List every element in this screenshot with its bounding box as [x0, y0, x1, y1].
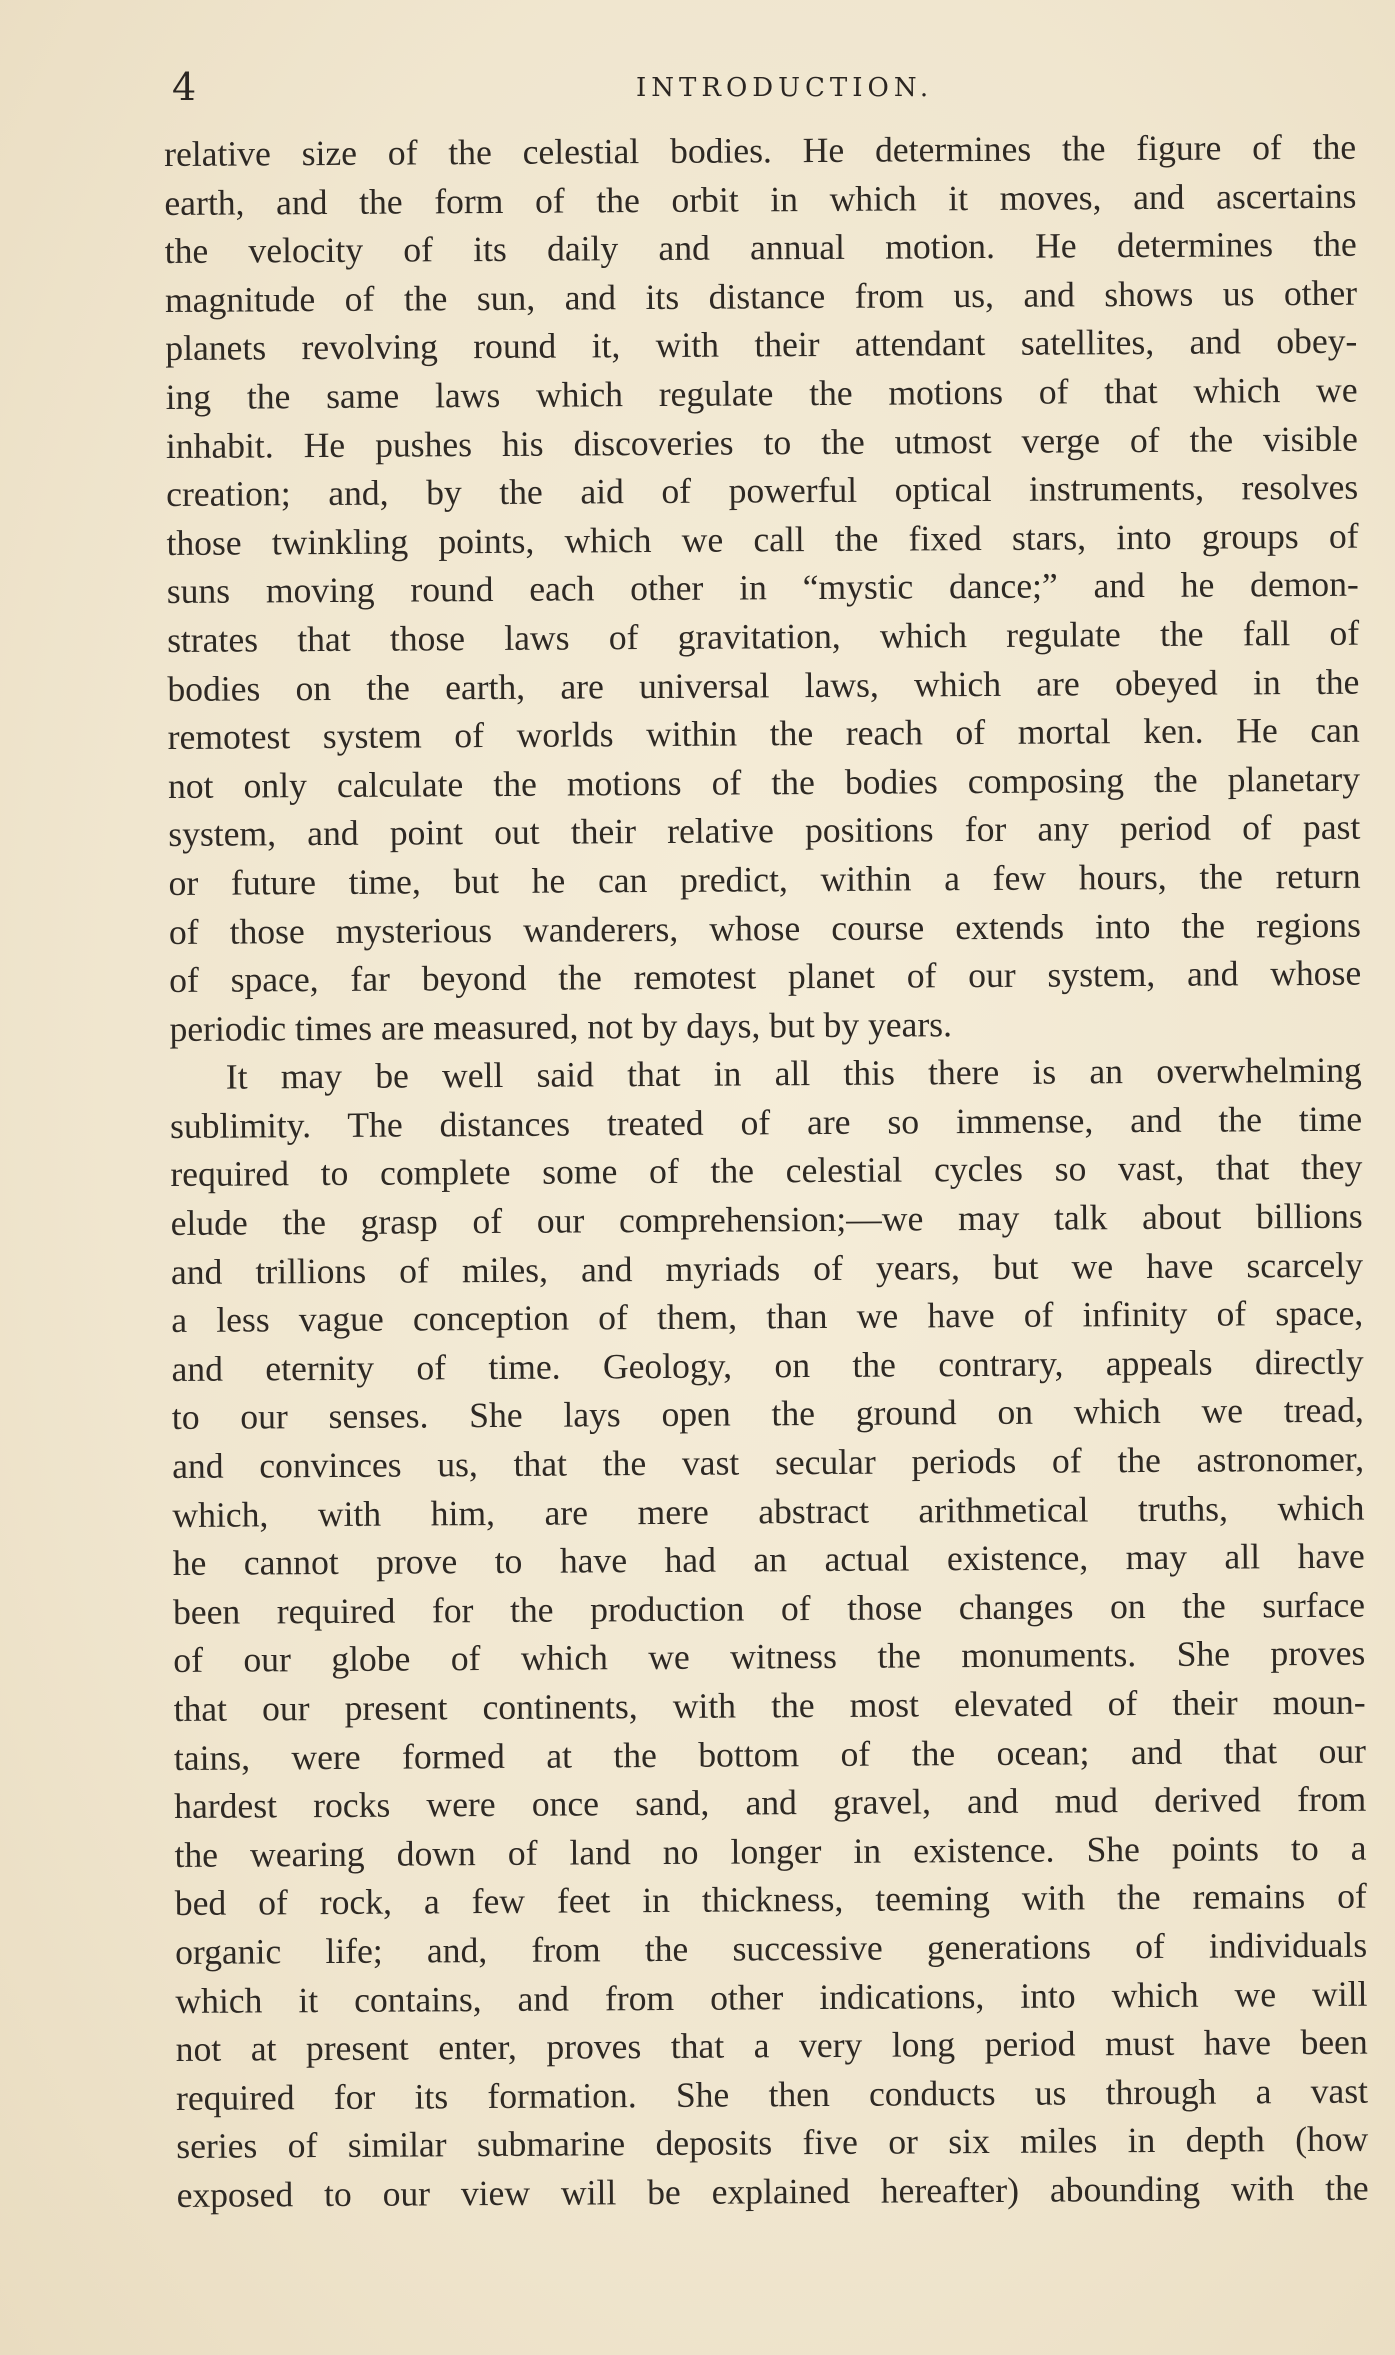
text-line: been required for the production of those changes on the surface [172, 1584, 1366, 1632]
text-line: relative size of the celestial bodies. He determines the figure of the [164, 126, 1357, 174]
text-line: required for its formation. She then conducts us through a vast [175, 2070, 1369, 2118]
text-line: required to complete some of the celestial cycles so vast, that they [170, 1147, 1363, 1195]
text-line: organic life; and, from the successive generations of individuals [175, 1924, 1368, 1972]
running-head: INTRODUCTION. [636, 73, 934, 103]
text-line: series of similar submarine deposits five or six miles in depth (how [176, 2119, 1369, 2167]
text-line: remotest system of worlds within the reach of mortal ken. He can [167, 709, 1360, 758]
text-line: and eternity of time. Geology, on the contrary, appeals directly [171, 1341, 1364, 1389]
text-line: and trillions of miles, and myriads of years, but we have scarcely [170, 1244, 1364, 1292]
text-line: magnitude of the sun, and its distance from us, and shows us other [164, 272, 1358, 320]
text-line: of those mysterious wanderers, whose course extends into the regions [168, 904, 1361, 952]
text-line: the velocity of its daily and annual motion. He determines the [164, 223, 1357, 272]
text-line: creation; and, by the aid of powerful optical instruments, resolves [166, 466, 1359, 515]
text-line: ing the same laws which regulate the motions of that which we [165, 369, 1358, 417]
text-line: not at present enter, proves that a very long period must have been [175, 2021, 1368, 2070]
text-line: inhabit. He pushes his discoveries to the utmost verge of the visible [165, 418, 1359, 466]
text-line: hardest rocks were once sand, and gravel, and mud derived from [174, 1778, 1367, 1827]
text-line: elude the grasp of our comprehension;—we may talk about billions [170, 1195, 1363, 1244]
text-line: strates that those laws of gravitation, which regulate the fall of [166, 612, 1360, 660]
text-line: planets revolving round it, with their attendant satellites, and obey- [165, 321, 1358, 369]
text-line: not only calculate the motions of the bodies composing the planetary [167, 758, 1361, 806]
page-header [166, 62, 1356, 112]
text-line: exposed to our view will be explained hereafter) abounding with the [176, 2167, 1369, 2215]
body-text [164, 123, 1369, 2220]
text-line: suns moving round each other in “mystic dance;” and he demon- [166, 564, 1359, 612]
paragraph-last-line: periodic times are measured, not by days, but by years. [169, 1003, 953, 1049]
text-line: those twinkling points, which we call the fixed stars, into groups of [166, 515, 1359, 563]
text-line: bed of rock, a few feet in thickness, teeming with the remains of [174, 1876, 1367, 1924]
text-line: the wearing down of land no longer in existence. She points to a [174, 1827, 1367, 1875]
paragraph-first-line: It may be well said that in all this there is an overwhelming [225, 1049, 1362, 1097]
text-line: to our senses. She lays open the ground on which we tread, [171, 1390, 1364, 1438]
text-line: or future time, but he can predict, within a few hours, the return [168, 855, 1361, 903]
text-line: he cannot prove to have had an actual existence, may all have [172, 1535, 1365, 1584]
text-line: and convinces us, that the vast secular periods of the astronomer, [172, 1438, 1365, 1487]
text-line: that our present continents, with the most elevated of their moun- [173, 1681, 1366, 1729]
text-line: tains, were formed at the bottom of the ocean; and that our [173, 1730, 1367, 1778]
text-line: earth, and the form of the orbit in which it moves, and ascertains [164, 175, 1357, 223]
page-number: 4 [172, 65, 197, 109]
text-line: bodies on the earth, are universal laws, which are obeyed in the [167, 661, 1360, 709]
text-line: of space, far beyond the remotest planet of our system, and whose [169, 952, 1362, 1001]
text-line: which, with him, are mere abstract arithmetical truths, which [172, 1487, 1365, 1535]
text-line: a less vague conception of them, than we have of infinity of space, [171, 1292, 1364, 1341]
text-line: sublimity. The distances treated of are so immense, and the time [169, 1098, 1363, 1146]
text-line: system, and point out their relative positions for any period of past [168, 807, 1361, 855]
text-line: of our globe of which we witness the monuments. She proves [173, 1633, 1366, 1681]
text-line: which it contains, and from other indications, into which we will [175, 1973, 1368, 2021]
